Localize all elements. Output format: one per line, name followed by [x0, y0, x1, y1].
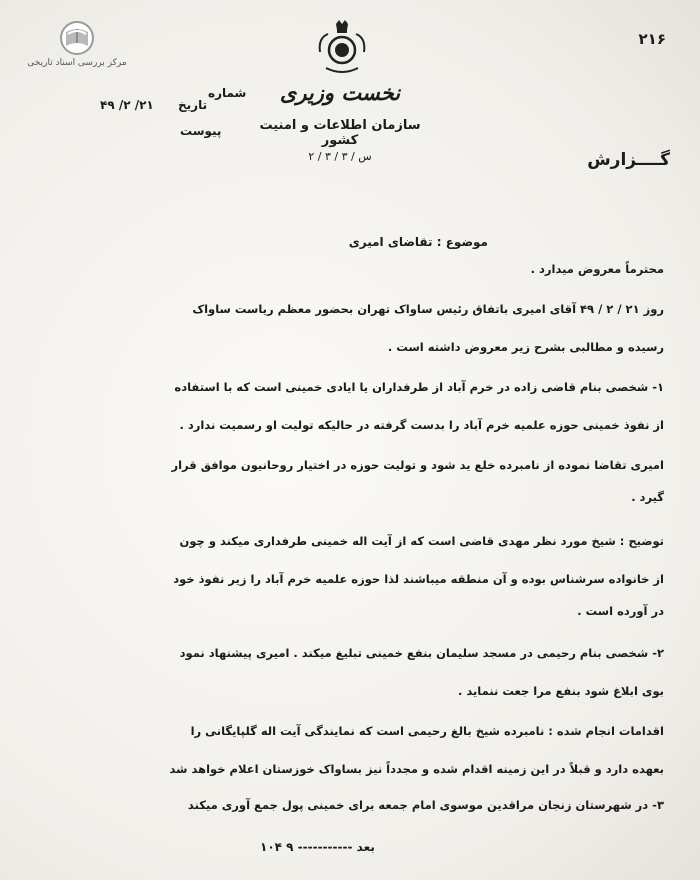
body-line: ۲- شخصی بنام رحیمی در مسجد سلیمان بنفع خمینی تبلیغ میکند . امیری پیشنهاد نمود	[179, 646, 664, 660]
date-label: تاریخ	[178, 98, 208, 112]
subject-line: موضوع : تقاضای امیری	[348, 235, 488, 249]
body-line: توضیح : شیخ مورد نظر مهدی قاضی است که از آیت اله خمینی طرفداری میکند و چون	[179, 534, 664, 548]
body-line: گیرد .	[631, 490, 664, 504]
body-line: رسیده و مطالبی بشرح زیر معروض داشته است .	[387, 340, 664, 354]
number-label: شماره	[208, 86, 247, 100]
archive-logo-icon	[56, 20, 98, 56]
body-line: بوی ابلاغ شود بنفع مرا جعت ننماید .	[457, 684, 664, 698]
footer-line: بعد ----------- ۹ ۱۰۴	[260, 840, 375, 854]
body-line: روز ۲۱ / ۲ / ۴۹ آقای امیری باتفاق رئیس ساواک تهران بحضور معظم ریاست ساواک	[192, 302, 664, 316]
body-line: بعهده دارد و قبلاً در این زمینه اقدام شده و مجدداً نیز بساواک خوزستان اعلام خواهد شد	[169, 762, 664, 776]
organization-name: سازمان اطلاعات و امنیت کشور	[259, 118, 421, 148]
attachment-label: پیوست	[180, 124, 222, 138]
watermark-text: مرکز بررسی اسناد تاریخی	[27, 58, 127, 68]
body-line: ۱- شخصی بنام قاضی زاده در خرم آباد از طرفداران یا ایادی خمینی است که با استفاده	[174, 380, 664, 394]
body-line: از نفوذ خمینی حوزه علمیه خرم آباد را بدست گرفته در حالیکه تولیت او رسمیت ندارد .	[179, 418, 664, 432]
body-line: در آورده است .	[577, 604, 664, 618]
body-line: محترماً معروض میدارد .	[530, 262, 664, 276]
page-number: ۲۱۶	[638, 30, 666, 48]
body-line: اقدامات انجام شده : نامبرده شیخ بالغ رحیمی است که نمایندگی آیت اله گلپایگانی را	[190, 724, 664, 738]
sub-unit: س / ۳ / ۳ / ۲	[308, 150, 372, 163]
date-value: ۲۱/ ۲/ ۴۹	[100, 98, 154, 112]
archive-watermark	[22, 20, 132, 68]
ministry-title: نخست وزیری	[279, 80, 401, 105]
report-title: گــــزارش	[587, 150, 670, 170]
body-line: از خانواده سرشناس بوده و آن منطقه میباشند لذا حوزه علمیه خرم آباد را زیر نفوذ خود	[173, 572, 664, 586]
body-line: ۳- در شهرستان زنجان مراقدین موسوی امام جمعه برای خمینی پول جمع آوری میکند	[187, 798, 664, 812]
body-line: امیری تقاضا نموده از نامبرده خلع ید شود و تولیت حوزه در اختیار روحانیون موافق قرار	[171, 458, 664, 472]
lion-and-sun-emblem-icon	[312, 18, 372, 78]
